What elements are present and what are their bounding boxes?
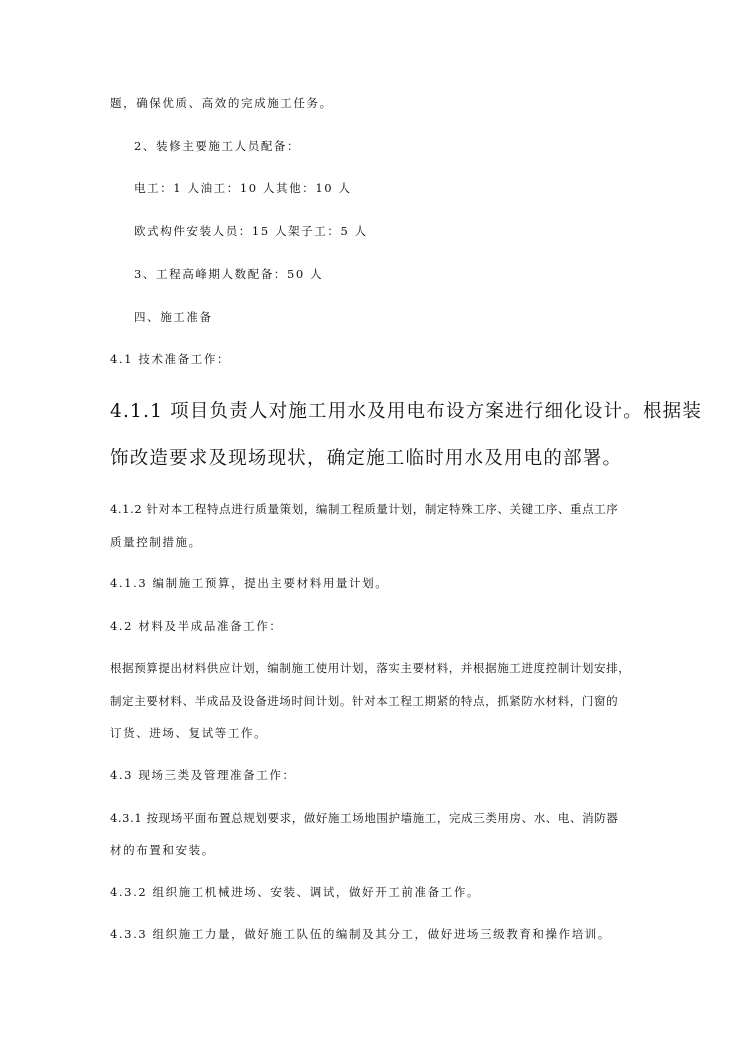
text-line-5: 3、工程高峰期人数配备：50 人: [134, 267, 324, 281]
large-text-line-1: 4.1.1 项目负责人对施工用水及用电布设方案进行细化设计。根据装: [110, 401, 703, 422]
text-line-14: 根据预算提出材料供应计划，编制施工使用计划，落实主要材料，并根据施工进度控制计划安排，: [110, 661, 631, 675]
large-text-line-2: 饰改造要求及现场现状，确定施工临时用水及用电的部署。: [110, 448, 623, 469]
text-line-15: 制定主要材料、半成品及设备进场时间计划。针对本工程工期紧的特点，抓紧防水材料，门窗的: [110, 694, 619, 708]
text-line-13: 4.2 材料及半成品准备工作：: [110, 619, 283, 633]
text-line-12: 4.1.3 编制施工预算，提出主要材料用量计划。: [110, 576, 389, 590]
text-line-17: 4.3 现场三类及管理准备工作：: [110, 768, 296, 782]
text-line-20: 4.3.2 组织施工机械进场、安装、调试，做好开工前准备工作。: [110, 885, 481, 899]
text-line-18: 4.3.1 按现场平面布置总规划要求，做好施工场地围护墙施工，完成三类用房、水、电、消防器: [110, 811, 619, 825]
text-line-21: 4.3.3 组织施工力量，做好施工队伍的编制及其分工，做好进场三级教育和操作培训。: [110, 927, 612, 941]
text-line-1: 题，确保优质、高效的完成施工任务。: [110, 96, 333, 110]
text-line-10: 4.1.2 针对本工程特点进行质量策划，编制工程质量计划，制定特殊工序、关键工序、重点工序: [110, 502, 619, 516]
text-line-19: 材的布置和安装。: [110, 843, 215, 857]
text-line-4: 欧式构件安装人员：15 人架子工：5 人: [134, 224, 368, 238]
text-line-16: 订货、进场、复试等工作。: [110, 726, 268, 740]
text-line-3: 电工：1 人油工：10 人其他：10 人: [134, 181, 352, 195]
section-heading: 四、施工准备: [134, 310, 213, 324]
text-line-11: 质量控制措施。: [110, 535, 202, 549]
text-line-7: 4.1 技术准备工作：: [110, 352, 231, 366]
text-line-2: 2、装修主要施工人员配备：: [134, 139, 301, 153]
